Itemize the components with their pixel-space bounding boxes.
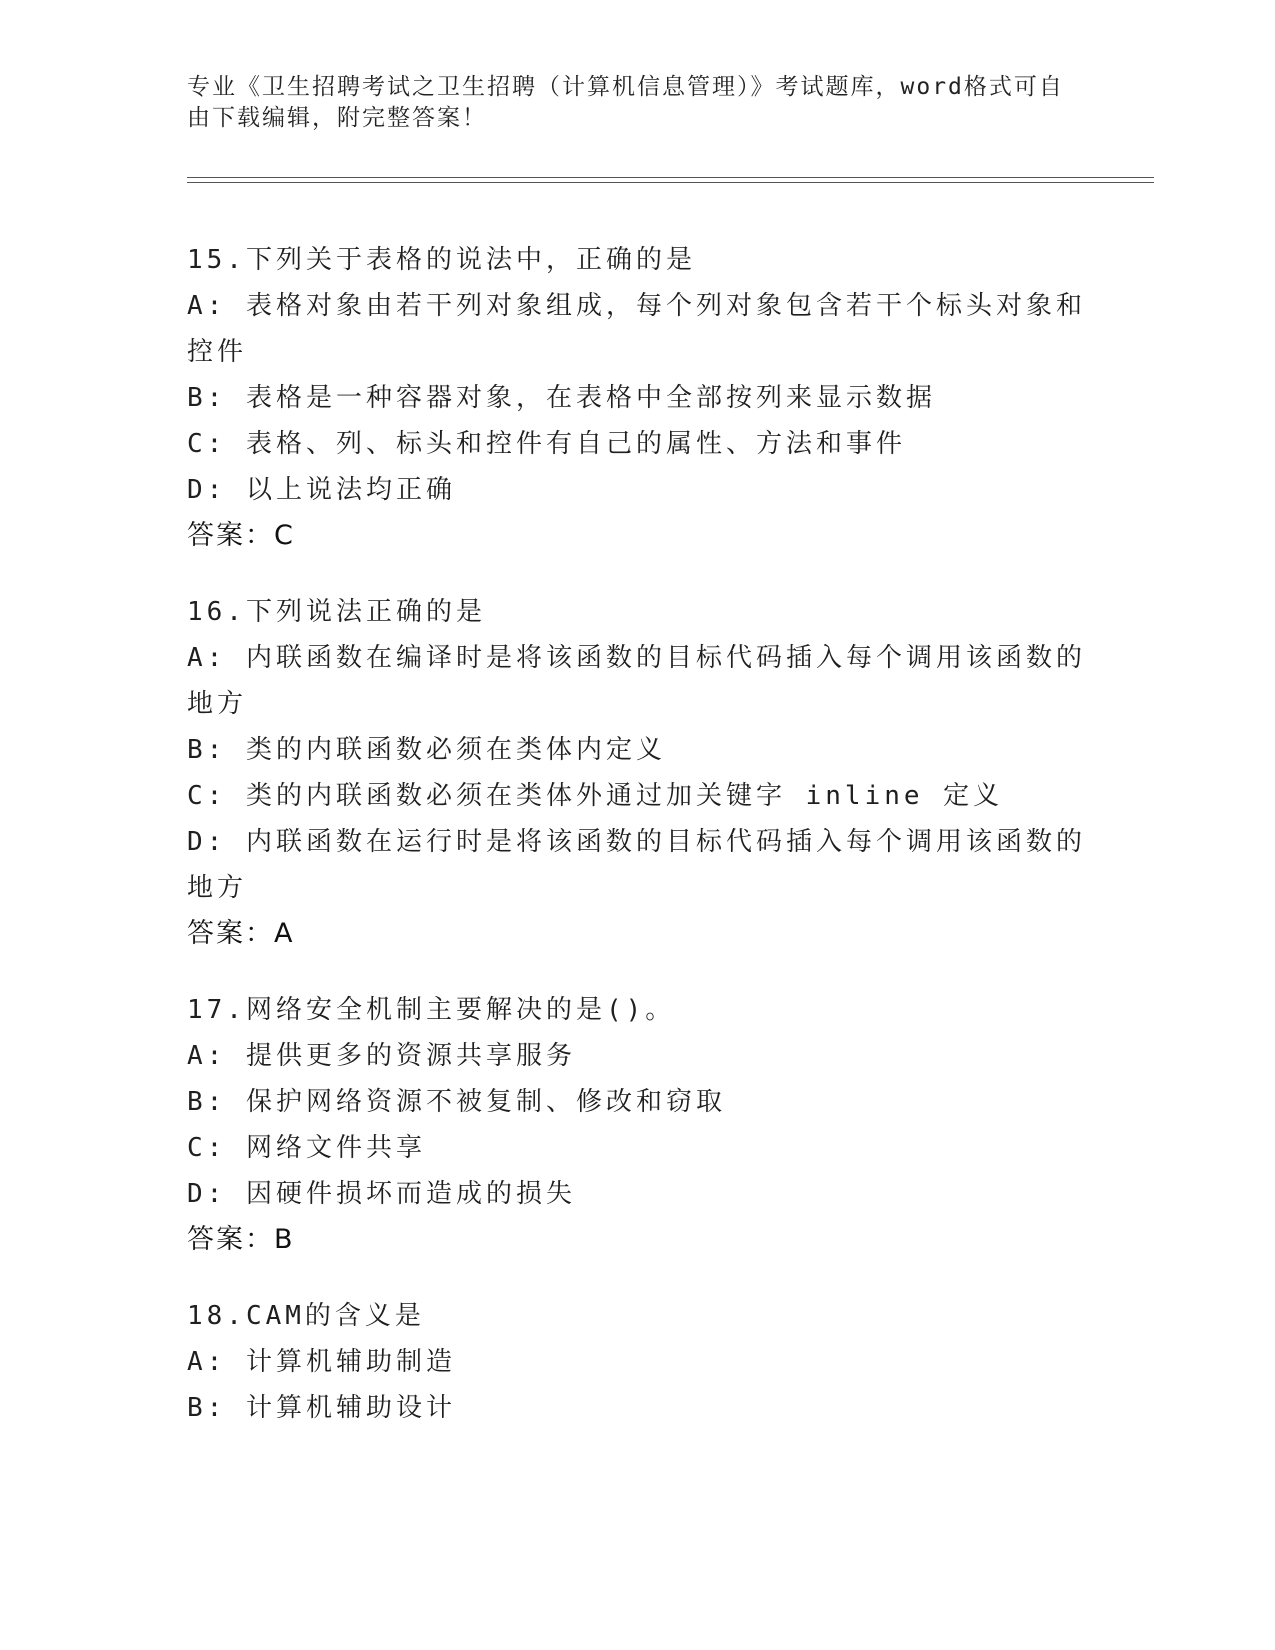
option-b: B: 类的内联函数必须在类体内定义 [187,735,666,765]
option-a: A: 内联函数在编译时是将该函数的目标代码插入每个调用该函数的地方 [187,643,1086,719]
document-header: 专业《卫生招聘考试之卫生招聘（计算机信息管理）》考试题库，word格式可自由下载编辑，附完整答案！ [187,74,1064,131]
option-b: B: 计算机辅助设计 [187,1393,456,1423]
answer-label: 答案：B [187,1224,295,1255]
question-16 [187,589,1087,957]
header-divider-top [187,177,1154,178]
option-a: A: 表格对象由若干列对象组成，每个列对象包含若干个标头对象和控件 [187,291,1086,367]
option-b: B: 保护网络资源不被复制、修改和窃取 [187,1087,726,1117]
option-d: D: 因硬件损坏而造成的损失 [187,1179,576,1209]
question-stem: 16.下列说法正确的是 [187,597,486,627]
question-stem: 17.网络安全机制主要解决的是()。 [187,995,676,1025]
option-a: A: 计算机辅助制造 [187,1347,456,1377]
question-stem: 18.CAM的含义是 [187,1301,425,1331]
option-a: A: 提供更多的资源共享服务 [187,1041,576,1071]
option-c: C: 表格、列、标头和控件有自己的属性、方法和事件 [187,429,906,459]
option-d: D: 内联函数在运行时是将该函数的目标代码插入每个调用该函数的地方 [187,827,1086,903]
answer-label: 答案：C [187,520,295,551]
question-15 [187,237,1087,559]
question-18 [187,1293,1087,1431]
option-c: C: 网络文件共享 [187,1133,426,1163]
header-divider-bottom [187,182,1154,183]
question-17 [187,987,1087,1263]
option-b: B: 表格是一种容器对象，在表格中全部按列来显示数据 [187,383,936,413]
question-list [187,237,1087,1461]
question-stem: 15.下列关于表格的说法中，正确的是 [187,245,696,275]
option-c: C: 类的内联函数必须在类体外通过加关键字 inline 定义 [187,781,1004,811]
option-d: D: 以上说法均正确 [187,475,456,505]
answer-label: 答案：A [187,918,295,949]
